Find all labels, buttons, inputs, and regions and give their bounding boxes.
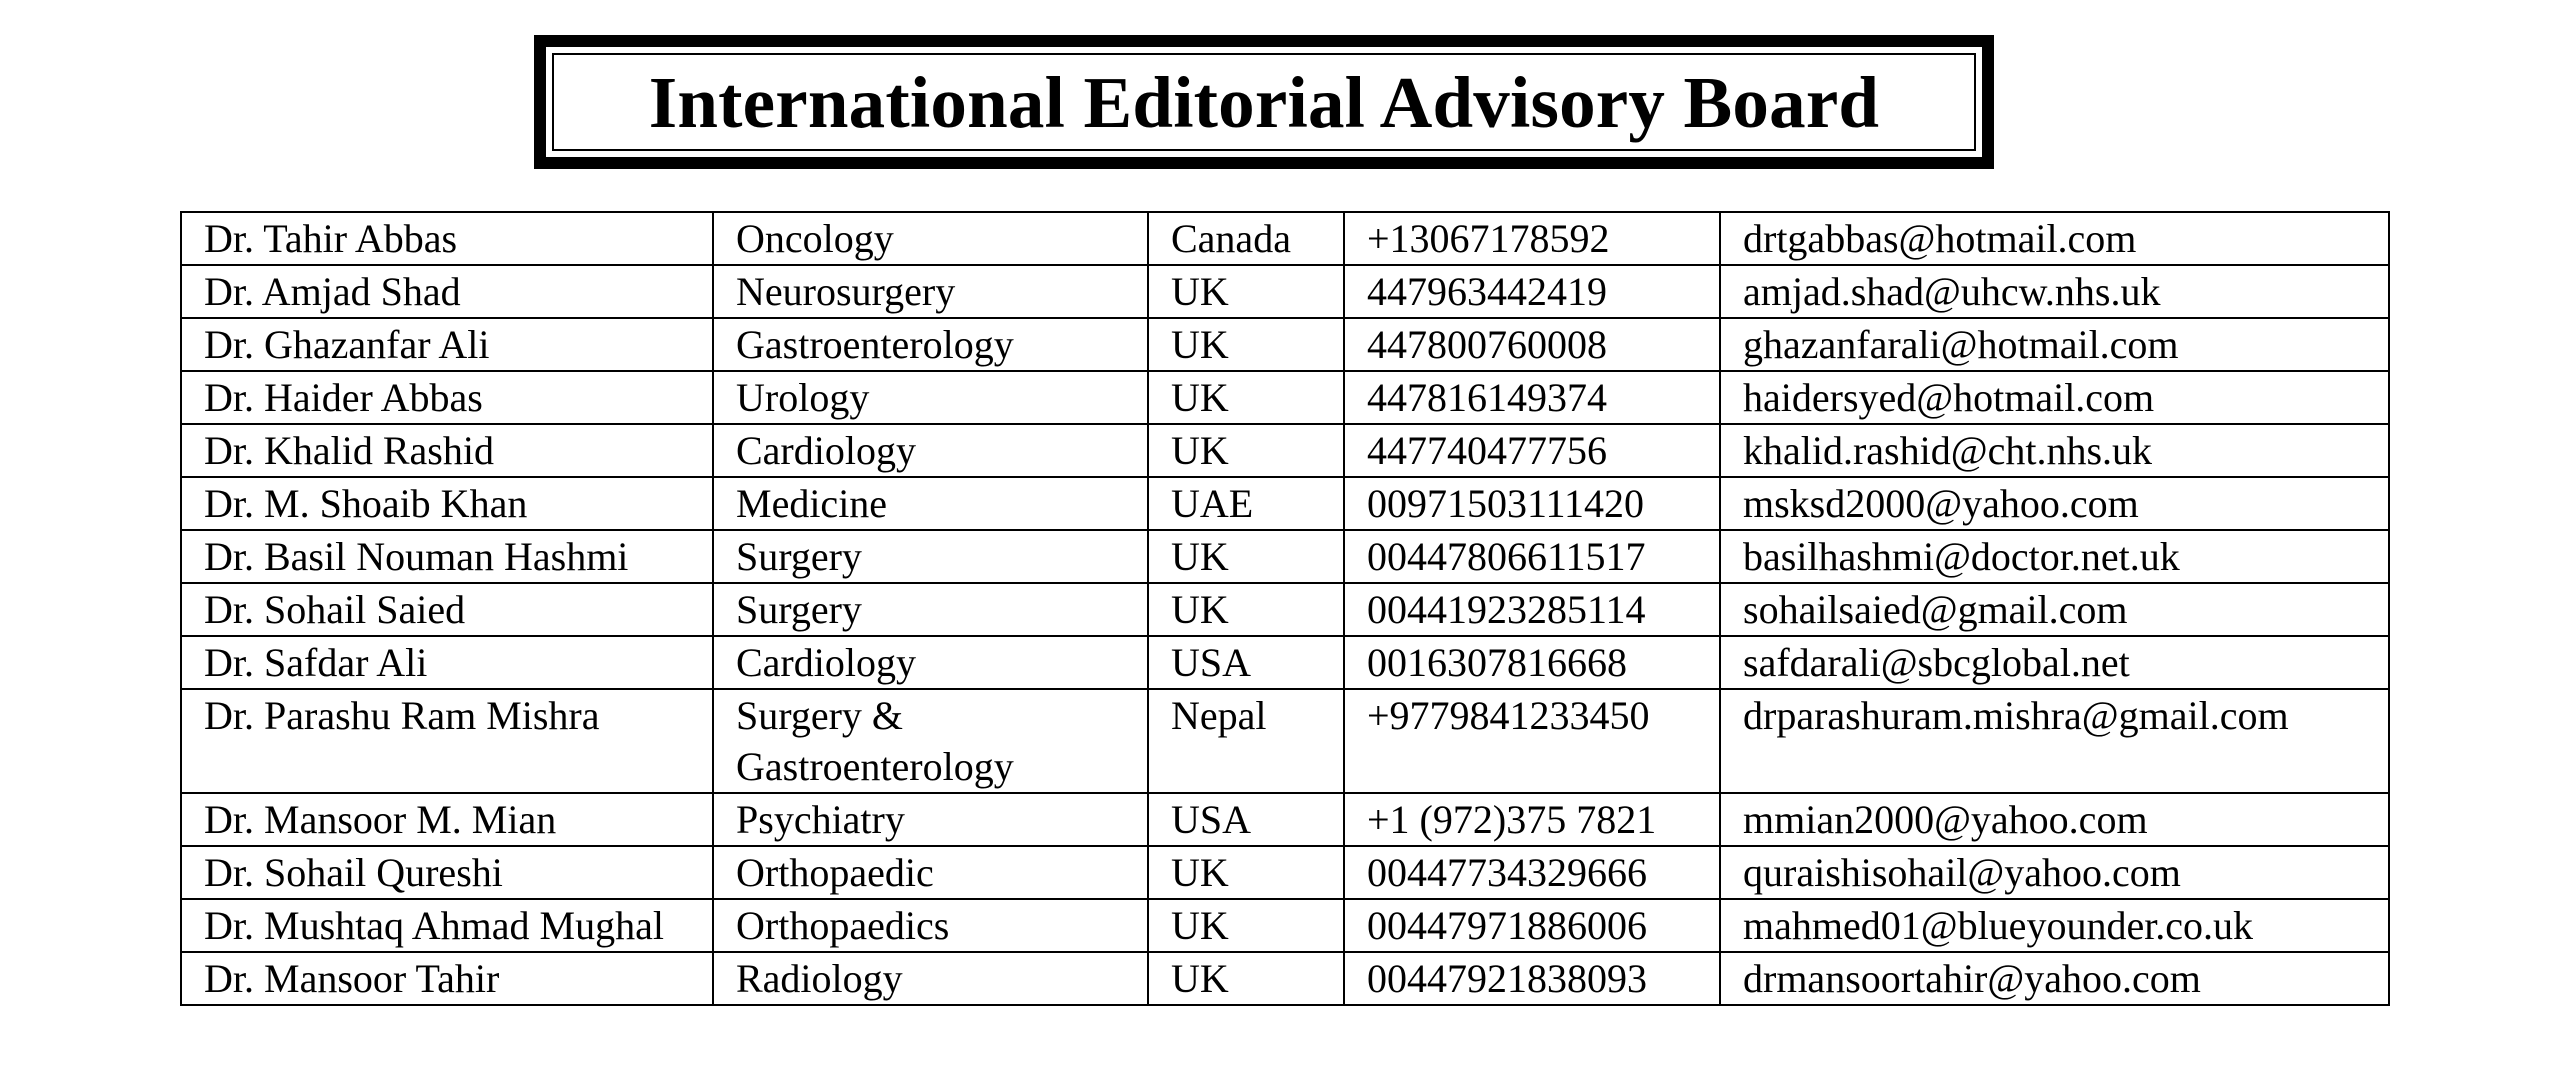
advisory-board-rows [181, 212, 2389, 1005]
member-email: drmansoortahir@yahoo.com [1720, 952, 2389, 1005]
member-name: Dr. Safdar Ali [181, 636, 713, 689]
member-country: UK [1148, 424, 1344, 477]
member-email: amjad.shad@uhcw.nhs.uk [1720, 265, 2389, 318]
member-name: Dr. Sohail Qureshi [181, 846, 713, 899]
member-name: Dr. Mushtaq Ahmad Mughal [181, 899, 713, 952]
member-name: Dr. Haider Abbas [181, 371, 713, 424]
member-email: safdarali@sbcglobal.net [1720, 636, 2389, 689]
member-specialty: Cardiology [713, 636, 1148, 689]
member-country: UK [1148, 318, 1344, 371]
member-specialty: Orthopaedic [713, 846, 1148, 899]
table-row [181, 318, 2389, 371]
member-phone: 447740477756 [1344, 424, 1720, 477]
table-row [181, 689, 2389, 793]
member-specialty: Surgery [713, 583, 1148, 636]
member-specialty: Surgery [713, 530, 1148, 583]
member-phone: +13067178592 [1344, 212, 1720, 265]
member-phone: 00971503111420 [1344, 477, 1720, 530]
table-row [181, 846, 2389, 899]
member-email: haidersyed@hotmail.com [1720, 371, 2389, 424]
member-name: Dr. Basil Nouman Hashmi [181, 530, 713, 583]
table-row [181, 952, 2389, 1005]
member-country: UK [1148, 952, 1344, 1005]
member-phone: 0016307816668 [1344, 636, 1720, 689]
member-name: Dr. Mansoor Tahir [181, 952, 713, 1005]
member-email: drtgabbas@hotmail.com [1720, 212, 2389, 265]
member-name: Dr. Tahir Abbas [181, 212, 713, 265]
member-phone: +1 (972)375 7821 [1344, 793, 1720, 846]
table-row [181, 793, 2389, 846]
member-name: Dr. Sohail Saied [181, 583, 713, 636]
member-email: quraishisohail@yahoo.com [1720, 846, 2389, 899]
table-row [181, 530, 2389, 583]
member-email: basilhashmi@doctor.net.uk [1720, 530, 2389, 583]
member-name: Dr. Amjad Shad [181, 265, 713, 318]
member-country: Canada [1148, 212, 1344, 265]
member-email: mmian2000@yahoo.com [1720, 793, 2389, 846]
member-phone: 00447806611517 [1344, 530, 1720, 583]
table-row [181, 424, 2389, 477]
member-specialty: Urology [713, 371, 1148, 424]
member-country: Nepal [1148, 689, 1344, 793]
member-country: UAE [1148, 477, 1344, 530]
member-name: Dr. Mansoor M. Mian [181, 793, 713, 846]
member-specialty: Surgery & Gastroenterology [713, 689, 1148, 793]
member-email: sohailsaied@gmail.com [1720, 583, 2389, 636]
table-row [181, 371, 2389, 424]
member-country: UK [1148, 899, 1344, 952]
member-specialty: Medicine [713, 477, 1148, 530]
member-phone: 00447921838093 [1344, 952, 1720, 1005]
member-name: Dr. Ghazanfar Ali [181, 318, 713, 371]
member-country: UK [1148, 371, 1344, 424]
member-phone: 447963442419 [1344, 265, 1720, 318]
member-country: UK [1148, 583, 1344, 636]
table-row [181, 477, 2389, 530]
member-specialty: Neurosurgery [713, 265, 1148, 318]
member-name: Dr. Khalid Rashid [181, 424, 713, 477]
member-email: ghazanfarali@hotmail.com [1720, 318, 2389, 371]
member-specialty: Oncology [713, 212, 1148, 265]
member-name: Dr. M. Shoaib Khan [181, 477, 713, 530]
member-specialty: Psychiatry [713, 793, 1148, 846]
member-phone: 447800760008 [1344, 318, 1720, 371]
member-country: UK [1148, 530, 1344, 583]
member-email: drparashuram.mishra@gmail.com [1720, 689, 2389, 793]
advisory-board-table [180, 211, 2390, 1006]
member-phone: 00447971886006 [1344, 899, 1720, 952]
member-specialty: Gastroenterology [713, 318, 1148, 371]
page-title: International Editorial Advisory Board [648, 61, 1880, 143]
table-row [181, 636, 2389, 689]
member-email: khalid.rashid@cht.nhs.uk [1720, 424, 2389, 477]
member-phone: 447816149374 [1344, 371, 1720, 424]
member-email: mahmed01@blueyounder.co.uk [1720, 899, 2389, 952]
member-specialty: Cardiology [713, 424, 1148, 477]
table-row [181, 265, 2389, 318]
member-phone: +9779841233450 [1344, 689, 1720, 793]
member-name: Dr. Parashu Ram Mishra [181, 689, 713, 793]
member-specialty: Radiology [713, 952, 1148, 1005]
member-phone: 00441923285114 [1344, 583, 1720, 636]
member-country: UK [1148, 846, 1344, 899]
member-specialty: Orthopaedics [713, 899, 1148, 952]
member-country: UK [1148, 265, 1344, 318]
member-country: USA [1148, 793, 1344, 846]
member-phone: 00447734329666 [1344, 846, 1720, 899]
member-email: msksd2000@yahoo.com [1720, 477, 2389, 530]
title-box [534, 35, 1994, 169]
member-country: USA [1148, 636, 1344, 689]
table-row [181, 899, 2389, 952]
table-row [181, 212, 2389, 265]
table-row [181, 583, 2389, 636]
